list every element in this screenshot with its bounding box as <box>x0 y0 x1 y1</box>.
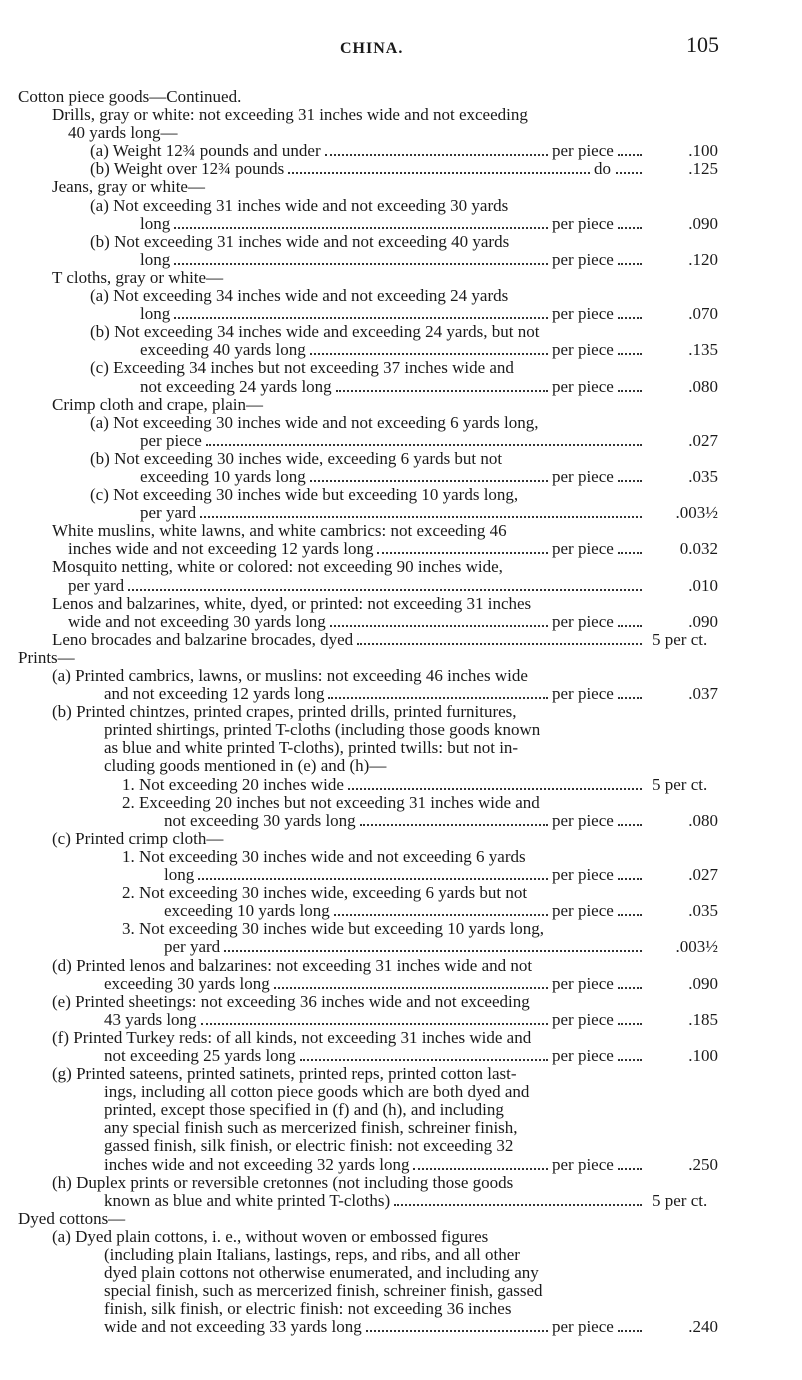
duty-rate: .100 <box>688 141 718 161</box>
schedule-line <box>0 1065 802 1083</box>
line-text: (f) Printed Turkey reds: of all kinds, not exceeding 31 inches wide and <box>52 1027 532 1047</box>
duty-rate: .100 <box>688 1045 718 1065</box>
schedule-line <box>0 938 802 956</box>
schedule-line <box>0 142 802 160</box>
trailing-dots <box>618 824 642 826</box>
schedule-line <box>0 830 802 848</box>
leader-dots <box>413 1168 548 1170</box>
schedule-line <box>0 1192 802 1210</box>
unit-label: per piece <box>552 810 614 830</box>
leader-dots <box>310 480 548 482</box>
schedule-line <box>0 160 802 178</box>
schedule-line <box>0 450 802 468</box>
duty-rate: .027 <box>688 430 718 450</box>
schedule-line <box>0 251 802 269</box>
line-text: (b) Printed chintzes, printed crapes, printed drills, printed furnitures, <box>52 702 517 722</box>
leader-dots <box>288 172 590 174</box>
schedule-line <box>0 1101 802 1119</box>
duty-rate: .027 <box>688 865 718 885</box>
schedule-line <box>0 1029 802 1047</box>
schedule-line <box>0 1119 802 1137</box>
unit-label: per piece <box>552 213 614 233</box>
line-text: (b) Not exceeding 30 inches wide, exceeding 6 yards but not <box>90 448 503 468</box>
schedule-line <box>0 269 802 287</box>
schedule-line <box>0 323 802 341</box>
trailing-dots <box>618 154 642 156</box>
trailing-dots <box>618 1059 642 1061</box>
leader-dots <box>366 1330 548 1332</box>
schedule-line <box>0 197 802 215</box>
page-number: 105 <box>686 32 719 57</box>
leader-dots <box>224 950 642 952</box>
schedule-line <box>0 794 802 812</box>
schedule-line <box>0 902 802 920</box>
schedule-line <box>0 215 802 233</box>
line-text: exceeding 10 yards long <box>164 901 330 921</box>
line-text: Cotton piece goods—Continued. <box>18 87 242 106</box>
line-text: printed shirtings, printed T-cloths (including those goods known <box>104 720 541 740</box>
schedule-line <box>0 957 802 975</box>
line-text: known as blue and white printed T-cloths) <box>104 1190 391 1210</box>
duty-rate: .003½ <box>675 937 718 957</box>
leader-dots <box>334 914 548 916</box>
line-text: as blue and white printed T-cloths), printed twills: but not in- <box>104 738 519 758</box>
duty-rate: 5 per ct. <box>652 774 708 794</box>
schedule-line <box>0 1174 802 1192</box>
trailing-dots <box>618 1023 642 1025</box>
line-text: cluding goods mentioned in (e) and (h)— <box>104 756 387 776</box>
duty-rate: .090 <box>688 213 718 233</box>
line-text: (a) Not exceeding 31 inches wide and not exceeding 30 yards <box>90 195 509 215</box>
line-text: Prints— <box>18 647 75 667</box>
schedule-line <box>0 305 802 323</box>
unit-label: per piece <box>552 340 614 360</box>
line-text: per yard <box>164 937 221 957</box>
line-text: 2. Not exceeding 30 inches wide, exceeding 6 yards but not <box>122 883 528 903</box>
unit-label: per piece <box>552 1045 614 1065</box>
unit-label: per piece <box>552 1154 614 1174</box>
leader-dots <box>360 824 548 826</box>
line-text: (a) Printed cambrics, lawns, or muslins: not exceeding 46 inches wide <box>52 666 528 685</box>
line-text: Drills, gray or white: not exceeding 31 inches wide and not exceeding <box>52 105 528 125</box>
duty-rate: .090 <box>688 611 718 631</box>
unit-label: per piece <box>552 1009 614 1029</box>
duty-rate: .120 <box>688 249 718 269</box>
schedule-line <box>0 1083 802 1101</box>
leader-dots <box>174 227 548 229</box>
schedule-line <box>0 812 802 830</box>
schedule-line <box>0 866 802 884</box>
line-text: T cloths, gray or white— <box>52 267 224 287</box>
line-text: wide and not exceeding 33 yards long <box>104 1317 362 1337</box>
schedule-line <box>0 1156 802 1174</box>
line-text: not exceeding 25 yards long <box>104 1045 296 1065</box>
schedule-line <box>0 739 802 757</box>
trailing-dots <box>618 1168 642 1170</box>
leader-dots <box>200 516 642 518</box>
line-text: 3. Not exceeding 30 inches wide but exceeding 10 yards long, <box>122 919 545 939</box>
leader-dots <box>310 353 548 355</box>
line-text: (including plain Italians, lastings, reps, and ribs, and all other <box>104 1245 520 1264</box>
schedule-line <box>0 1282 802 1300</box>
leader-dots <box>357 643 642 645</box>
schedule-line <box>0 685 802 703</box>
leader-dots <box>274 987 548 989</box>
leader-dots <box>325 154 548 156</box>
line-text: and not exceeding 12 yards long <box>104 684 325 704</box>
trailing-dots <box>616 172 642 174</box>
line-text: Crimp cloth and crape, plain— <box>52 394 264 414</box>
running-header <box>0 32 802 60</box>
line-text: (c) Exceeding 34 inches but not exceeding 37 inches wide and <box>90 358 514 378</box>
schedule-line <box>0 920 802 938</box>
line-text: printed, except those specified in (f) and (h), and including <box>104 1100 504 1120</box>
schedule-line <box>0 468 802 486</box>
unit-label: per piece <box>552 141 614 161</box>
schedule-line <box>0 233 802 251</box>
trailing-dots <box>618 878 642 880</box>
duty-rate: .035 <box>688 901 718 921</box>
unit-label: per piece <box>552 466 614 486</box>
line-text: Lenos and balzarines, white, dyed, or printed: not exceeding 31 inches <box>52 593 532 613</box>
line-text: long <box>164 865 195 885</box>
schedule-line <box>0 1318 802 1336</box>
line-text: finish, silk finish, or electric finish: not exceeding 36 inches <box>104 1299 512 1319</box>
duty-rate: .240 <box>688 1317 718 1337</box>
line-text: 43 yards long <box>104 1009 197 1029</box>
schedule-line <box>0 558 802 576</box>
line-text: 40 yards long— <box>68 123 178 143</box>
leader-dots <box>300 1059 548 1061</box>
schedule-line <box>0 124 802 142</box>
schedule-line <box>0 776 802 794</box>
leader-dots <box>198 878 548 880</box>
unit-label: per piece <box>552 901 614 921</box>
line-text: (g) Printed sateens, printed satinets, printed reps, printed cotton last- <box>52 1064 517 1084</box>
duty-rate: .035 <box>688 466 718 486</box>
unit-label: per piece <box>552 376 614 396</box>
schedule-line <box>0 1228 802 1246</box>
schedule-line <box>0 106 802 124</box>
trailing-dots <box>618 390 642 392</box>
leader-dots <box>336 390 548 392</box>
line-text: (a) Dyed plain cottons, i. e., without woven or embossed figures <box>52 1226 489 1246</box>
leader-dots <box>206 444 642 446</box>
trailing-dots <box>618 1330 642 1332</box>
schedule-line <box>0 504 802 522</box>
schedule-line <box>0 1137 802 1155</box>
unit-label: per piece <box>552 539 614 559</box>
unit-label: per piece <box>552 684 614 704</box>
schedule-line <box>0 631 802 649</box>
schedule-line <box>0 432 802 450</box>
schedule-line <box>0 88 802 106</box>
line-text: per piece <box>140 430 202 450</box>
schedule-line <box>0 975 802 993</box>
unit-label: per piece <box>552 865 614 885</box>
line-text: Mosquito netting, white or colored: not exceeding 90 inches wide, <box>52 557 503 577</box>
duty-rate: .080 <box>688 810 718 830</box>
line-text: wide and not exceeding 30 yards long <box>68 611 326 631</box>
schedule-line <box>0 540 802 558</box>
line-text: any special finish such as mercerized finish, schreiner finish, <box>104 1118 518 1138</box>
leader-dots <box>394 1204 642 1206</box>
schedule-line <box>0 703 802 721</box>
line-text: ings, including all cotton piece goods which are both dyed and <box>104 1082 530 1102</box>
duty-rate: .003½ <box>675 503 718 523</box>
line-text: White muslins, white lawns, and white cambrics: not exceeding 46 <box>52 521 507 541</box>
line-text: Leno brocades and balzarine brocades, dyed <box>52 629 354 649</box>
tariff-schedule <box>0 88 802 1336</box>
line-text: gassed finish, silk finish, or electric finish: not exceeding 32 <box>104 1136 514 1156</box>
line-text: exceeding 40 yards long <box>140 340 306 360</box>
line-text: 1. Not exceeding 20 inches wide <box>122 774 344 794</box>
trailing-dots <box>618 227 642 229</box>
schedule-line <box>0 993 802 1011</box>
schedule-line <box>0 721 802 739</box>
schedule-line <box>0 1210 802 1228</box>
duty-rate: .070 <box>688 304 718 324</box>
schedule-line <box>0 884 802 902</box>
unit-label: do <box>594 159 611 179</box>
duty-rate: .125 <box>688 159 718 179</box>
line-text: Jeans, gray or white— <box>52 177 205 197</box>
trailing-dots <box>618 480 642 482</box>
schedule-line <box>0 613 802 631</box>
duty-rate: .090 <box>688 973 718 993</box>
duty-rate: .135 <box>688 340 718 360</box>
leader-dots <box>128 589 642 591</box>
line-text: (c) Not exceeding 30 inches wide but exceeding 10 yards long, <box>90 485 519 505</box>
schedule-line <box>0 341 802 359</box>
schedule-line <box>0 577 802 595</box>
line-text: per yard <box>140 503 197 523</box>
schedule-line <box>0 414 802 432</box>
schedule-line <box>0 1300 802 1318</box>
line-text: (a) Not exceeding 34 inches wide and not exceeding 24 yards <box>90 286 509 306</box>
schedule-line <box>0 1264 802 1282</box>
unit-label: per piece <box>552 611 614 631</box>
line-text: Dyed cottons— <box>18 1208 126 1228</box>
duty-rate: .250 <box>688 1154 718 1174</box>
trailing-dots <box>618 625 642 627</box>
line-text: dyed plain cottons not otherwise enumerated, and including any <box>104 1263 539 1283</box>
line-text: exceeding 10 yards long <box>140 466 306 486</box>
line-text: not exceeding 30 yards long <box>164 810 356 830</box>
trailing-dots <box>618 697 642 699</box>
trailing-dots <box>618 353 642 355</box>
leader-dots <box>377 552 548 554</box>
schedule-line <box>0 1011 802 1029</box>
line-text: inches wide and not exceeding 12 yards long <box>68 539 374 559</box>
duty-rate: 5 per ct. <box>652 629 708 649</box>
duty-rate: .037 <box>688 684 718 704</box>
line-text: (a) Weight 12¾ pounds and under <box>90 141 321 161</box>
line-text: long <box>140 249 171 269</box>
schedule-line <box>0 178 802 196</box>
trailing-dots <box>618 317 642 319</box>
leader-dots <box>174 263 548 265</box>
line-text: (b) Weight over 12¾ pounds <box>90 159 285 179</box>
trailing-dots <box>618 263 642 265</box>
schedule-line <box>0 667 802 685</box>
schedule-line <box>0 486 802 504</box>
duty-rate: .185 <box>688 1009 718 1029</box>
schedule-line <box>0 359 802 377</box>
schedule-line <box>0 522 802 540</box>
line-text: (c) Printed crimp cloth— <box>52 828 224 848</box>
leader-dots <box>201 1023 548 1025</box>
unit-label: per piece <box>552 249 614 269</box>
line-text: not exceeding 24 yards long <box>140 376 332 396</box>
line-text: (b) Not exceeding 31 inches wide and not exceeding 40 yards <box>90 231 510 251</box>
page-title: CHINA. <box>340 40 404 57</box>
line-text: (d) Printed lenos and balzarines: not exceeding 31 inches wide and not <box>52 955 533 975</box>
line-text: (e) Printed sheetings: not exceeding 36 inches wide and not exceeding <box>52 991 530 1011</box>
leader-dots <box>328 697 548 699</box>
trailing-dots <box>618 552 642 554</box>
line-text: (a) Not exceeding 30 inches wide and not exceeding 6 yards long, <box>90 412 539 432</box>
line-text: (h) Duplex prints or reversible cretonnes (not including those goods <box>52 1172 514 1192</box>
unit-label: per piece <box>552 304 614 324</box>
line-text: long <box>140 304 171 324</box>
leader-dots <box>330 625 548 627</box>
trailing-dots <box>618 914 642 916</box>
schedule-line <box>0 396 802 414</box>
duty-rate: 0.032 <box>679 539 718 559</box>
line-text: 2. Exceeding 20 inches but not exceeding 31 inches wide and <box>122 792 540 812</box>
line-text: per yard <box>68 575 125 595</box>
schedule-line <box>0 287 802 305</box>
schedule-line <box>0 649 802 667</box>
schedule-line <box>0 1047 802 1065</box>
schedule-line <box>0 1246 802 1264</box>
schedule-line <box>0 757 802 775</box>
schedule-line <box>0 378 802 396</box>
schedule-line <box>0 848 802 866</box>
line-text: inches wide and not exceeding 32 yards long <box>104 1154 410 1174</box>
leader-dots <box>174 317 548 319</box>
duty-rate: .010 <box>688 575 718 595</box>
trailing-dots <box>618 987 642 989</box>
unit-label: per piece <box>552 973 614 993</box>
line-text: (b) Not exceeding 34 inches wide and exceeding 24 yards, but not <box>90 322 540 342</box>
duty-rate: .080 <box>688 376 718 396</box>
leader-dots <box>348 788 642 790</box>
line-text: special finish, such as mercerized finish, schreiner finish, gassed <box>104 1281 543 1301</box>
line-text: long <box>140 213 171 233</box>
line-text: exceeding 30 yards long <box>104 973 270 993</box>
duty-rate: 5 per ct. <box>652 1190 708 1210</box>
schedule-line <box>0 595 802 613</box>
unit-label: per piece <box>552 1317 614 1337</box>
line-text: 1. Not exceeding 30 inches wide and not exceeding 6 yards <box>122 846 526 866</box>
